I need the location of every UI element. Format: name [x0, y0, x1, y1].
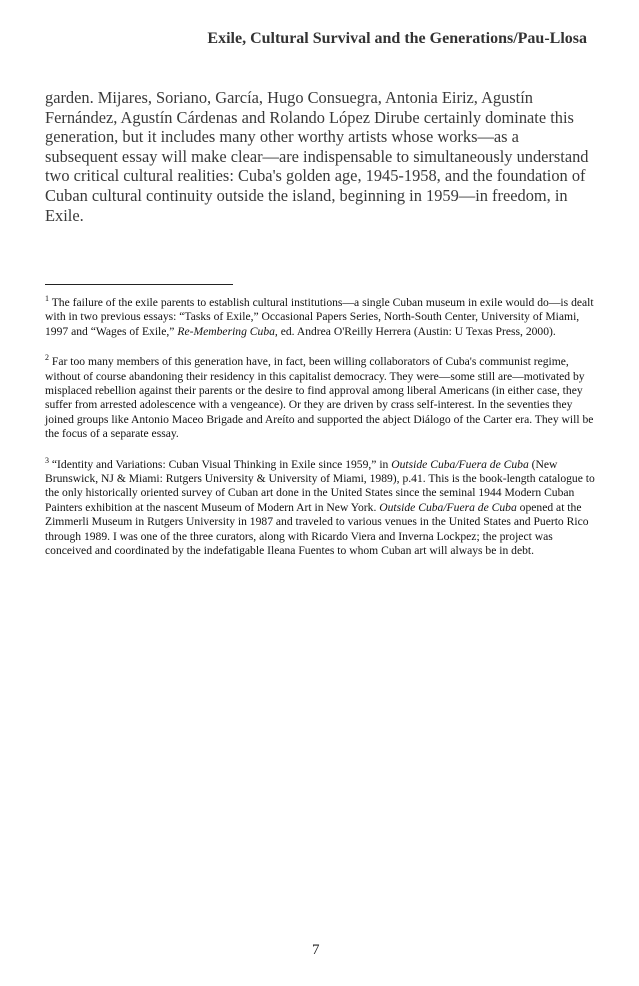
footnote-text: , ed. Andrea O'Reilly Herrera (Austin: U Texas Press, 2000).	[274, 324, 556, 338]
footnote-title: Outside Cuba/Fuera de Cuba	[379, 500, 517, 514]
footnote-title: Outside Cuba/Fuera de Cuba	[391, 457, 529, 471]
footnote-title: Re-Membering Cuba	[177, 324, 275, 338]
footnote-number: 2	[45, 353, 49, 363]
body-paragraph: garden. Mijares, Soriano, García, Hugo Consuegra, Antonia Eiriz, Agustín Fernández, Agustín Cárdenas and Rolando López Dirube certainly dominate this generation, but it includes many other worthy artists whose works—as a subsequent essay will make clear—are indispensable to simultaneously understand two critical cultural realities: Cuba's golden age, 1945-1958, and the foundation of Cuban cultural continuity outside the island, beginning in 1959—in freedom, in Exile.	[45, 88, 589, 225]
footnote-separator	[45, 284, 233, 285]
footnote-text: “Identity and Variations: Cuban Visual Thinking in Exile since 1959,” in	[51, 457, 392, 471]
footnotes	[45, 296, 598, 575]
footnote-text: (New Brunswick, NJ & Miami: Rutgers University & University of Miami, 1989), p.41. This is the book-length catalogue to the only historically oriented survey of Cuban art done in the United States since the seminal 1944 Modern Cuban Painters exhibition at the nascent Museum of Modern Art in New York.	[45, 457, 595, 514]
footnote-1	[45, 296, 598, 339]
footnote-text: opened at the Zimmerli Museum in Rutgers University in 1987 and traveled to various venues in the United States and Puerto Rico through 1989. I was one of the three curators, along with Ricardo Viera and Inverna Lockpez; the project was conceived and coordinated by the indefatigable Ileana Fuentes to whom Cuban art will always be in debt.	[45, 500, 589, 558]
footnote-3	[45, 455, 598, 559]
footnote-number: 1	[45, 294, 49, 304]
footnote-text: The failure of the exile parents to establish cultural institutions—a single Cuban museum in exile would do—is dealt with in two previous essays: “Tasks of Exile,” Occasional Papers Series, North-South Center, University of Miami, 1997 and “Wages of Exile,”	[45, 296, 594, 338]
running-head: Exile, Cultural Survival and the Generations/Pau-Llosa	[207, 30, 587, 47]
footnote-text: Far too many members of this generation have, in fact, been willing collaborators of Cuba's communist regime, without of course abandoning their residency in this capitalist democracy. They were—some still are—motivated by misplaced rebellion against their parents or the desire to find approval among liberal Americans (in either case, they suffer from arrested adolescence with a vengeance). Or they are driven by crass self-interest. In the seventies they joined groups like Antonio Maceo Brigade and Areíto and supported the abject Diálogo of the Carter era. They will be the focus of a separate essay.	[45, 355, 594, 441]
page-number: 7	[312, 942, 320, 958]
footnote-2	[45, 355, 598, 441]
footnote-number: 3	[45, 455, 49, 465]
